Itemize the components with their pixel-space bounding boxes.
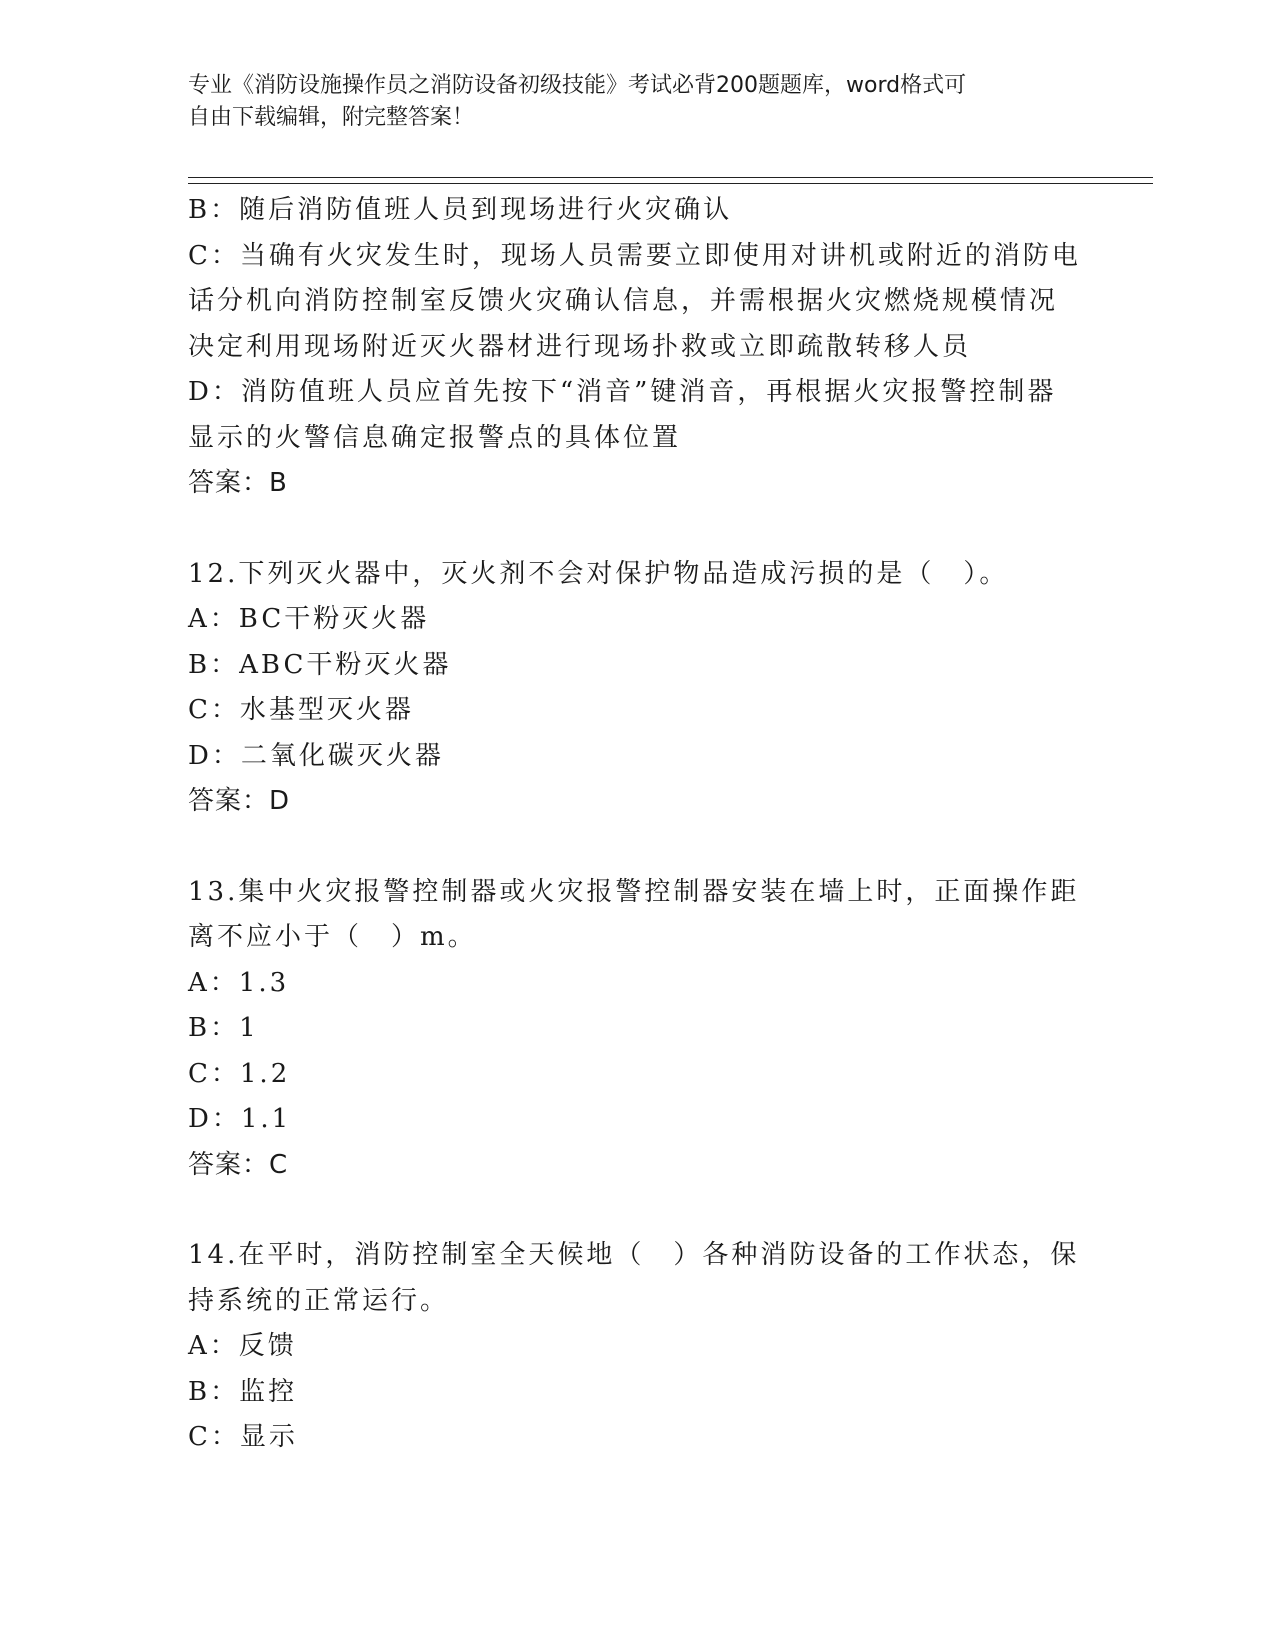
q11-option-b: B：随后消防值班人员到现场进行火灾确认 [188, 195, 733, 225]
q11-option-c-line-2: 话分机向消防控制室反馈火灾确认信息，并需根据火灾燃烧规模情况 [188, 286, 1059, 316]
spacer [188, 825, 1088, 870]
q13-stem-line-2: 离不应小于（ ）m。 [188, 922, 477, 952]
q14-option-b: B：监控 [188, 1376, 298, 1407]
spacer [188, 507, 1088, 552]
q12-option-a: A：BC干粉灭火器 [188, 604, 430, 634]
q14-option-a: A：反馈 [188, 1331, 297, 1361]
spacer [188, 1188, 1088, 1233]
q11-option-c-line-3: 决定利用现场附近灭火器材进行现场扑救或立即疏散转移人员 [188, 331, 972, 362]
q13-option-a: A：1.3 [188, 967, 290, 998]
q14-stem-line-1: 14.在平时，消防控制室全天候地（ ）各种消防设备的工作状态，保 [188, 1240, 1080, 1270]
question-body [188, 188, 1088, 1461]
q12-option-c: C：水基型灭火器 [188, 695, 414, 725]
q11-answer: 答案：B [188, 468, 288, 498]
header-line-1: 专业《消防设施操作员之消防设备初级技能》考试必背200题题库，word格式可 [188, 73, 967, 98]
q12-answer: 答案：D [188, 786, 291, 816]
q12-option-b: B：ABC干粉灭火器 [188, 649, 452, 680]
q13-option-c: C：1.2 [188, 1058, 291, 1089]
q14-option-c: C：显示 [188, 1422, 298, 1452]
q11-option-d-line-2: 显示的火警信息确定报警点的具体位置 [188, 422, 682, 453]
q11-option-d-line-1: D：消防值班人员应首先按下“消音”键消音，再根据火灾报警控制器 [188, 377, 1057, 407]
document-header [188, 70, 1088, 134]
header-divider-top [188, 177, 1153, 178]
q13-answer: 答案：C [188, 1149, 289, 1180]
q14-stem-line-2: 持系统的正常运行。 [188, 1285, 450, 1316]
q13-option-b: B：1 [188, 1013, 259, 1043]
q13-option-d: D：1.1 [188, 1104, 292, 1134]
q12-stem: 12.下列灭火器中，灭火剂不会对保护物品造成污损的是（ ）。 [188, 558, 1009, 589]
header-line-2: 自由下载编辑，附完整答案！ [188, 105, 475, 130]
q11-option-c-line-1: C：当确有火灾发生时，现场人员需要立即使用对讲机或附近的消防电 [188, 240, 1081, 271]
q13-stem-line-1: 13.集中火灾报警控制器或火灾报警控制器安装在墙上时，正面操作距 [188, 876, 1080, 907]
q12-option-d: D：二氧化碳灭火器 [188, 740, 444, 771]
header-divider-bottom [188, 183, 1153, 184]
